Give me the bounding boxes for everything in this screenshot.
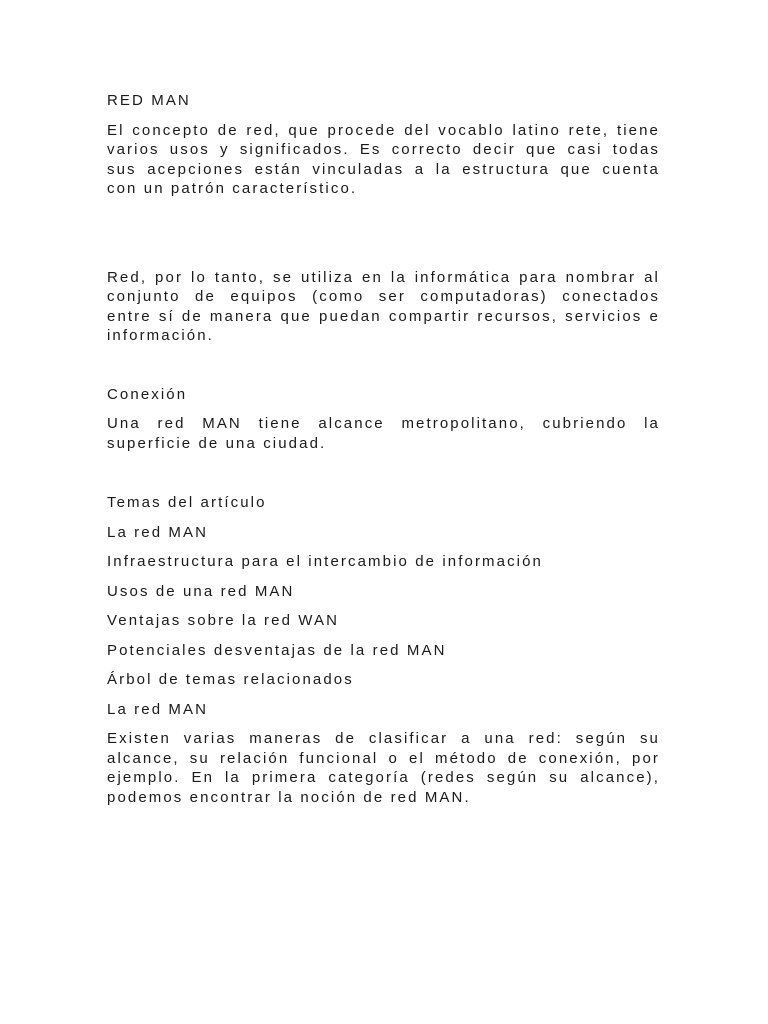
- topic-item: Árbol de temas relacionados: [107, 671, 354, 688]
- topics-list: [107, 493, 660, 719]
- paragraph-clasificacion: Existen varias maneras de clasificar a una red: según su alcance, su relación funcional o el método de conexión, por ejemplo. En la primera categoría (redes según su alcance), podemos encontrar la noción de red MAN.: [107, 730, 660, 806]
- document-page: [107, 91, 660, 807]
- document-title: RED MAN: [107, 92, 191, 109]
- topic-item: Potenciales desventajas de la red MAN: [107, 641, 447, 659]
- topics-heading: Temas del artículo: [107, 494, 267, 511]
- topic-item: Infraestructura para el intercambio de información: [107, 553, 543, 570]
- topic-item: La red MAN: [107, 523, 209, 541]
- topic-item: Ventajas sobre la red WAN: [107, 612, 340, 629]
- topic-item: Usos de una red MAN: [107, 582, 295, 600]
- heading-conexion: Conexión: [107, 385, 188, 403]
- paragraph-red-concept: El concepto de red, que procede del vocablo latino rete, tiene varios usos y significados. Es correcto decir que casi todas sus acepciones están vinculadas a la estructura que cuenta con un patrón característico.: [107, 121, 660, 197]
- paragraph-red-informatica: Red, por lo tanto, se utiliza en la informática para nombrar al conjunto de equipos (como ser computadoras) conectados entre sí de manera que puedan compartir recursos, servicios e información.: [107, 268, 660, 344]
- paragraph-alcance: Una red MAN tiene alcance metropolitano, cubriendo la superficie de una ciudad.: [107, 415, 660, 452]
- topic-item: La red MAN: [107, 700, 209, 718]
